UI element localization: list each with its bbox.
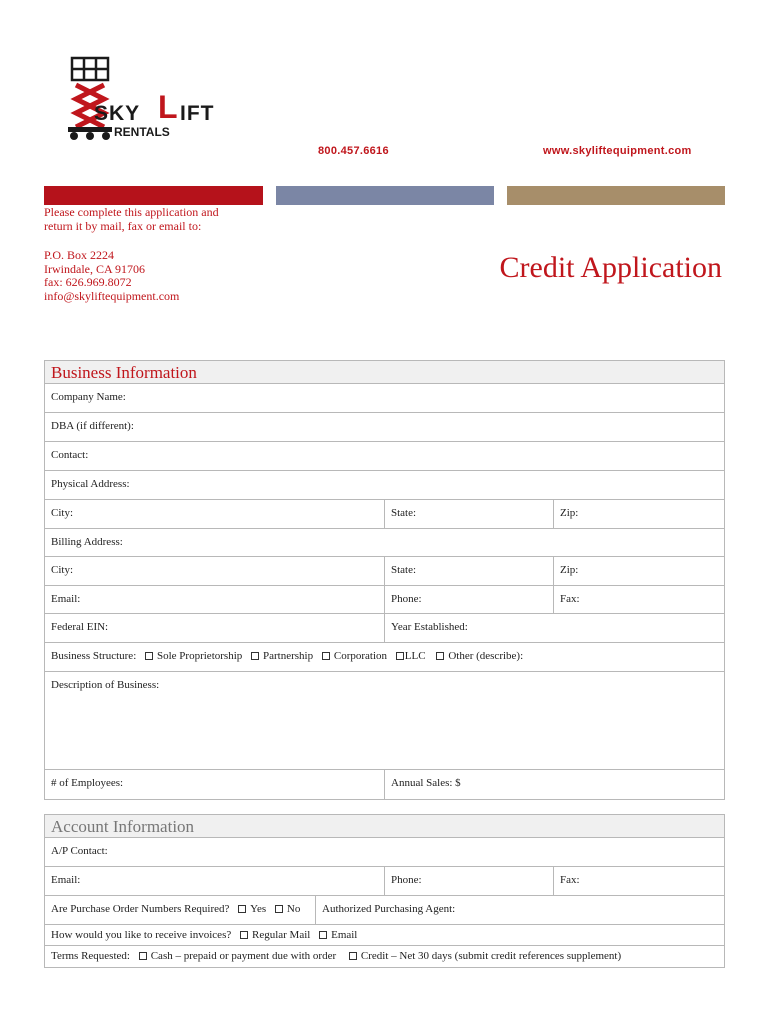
email-label: Email: xyxy=(51,874,81,886)
ap-contact-label: A/P Contact: xyxy=(51,845,108,857)
address-line-1: P.O. Box 2224 xyxy=(44,248,115,262)
account-phone-field[interactable] xyxy=(385,867,554,895)
partnership-checkbox[interactable] xyxy=(251,652,259,660)
zip-label: Zip: xyxy=(560,564,579,576)
corporation-checkbox[interactable] xyxy=(322,652,330,660)
ap-contact-row xyxy=(45,838,724,867)
email-field[interactable] xyxy=(45,586,385,613)
corporation-label: Corporation xyxy=(333,650,388,662)
header-bar-blue xyxy=(276,186,494,205)
terms-row xyxy=(45,946,724,967)
business-information-heading: Business Information xyxy=(45,361,724,384)
terms-cash-label: Cash – prepaid or payment due with order xyxy=(150,950,337,962)
dba-label: DBA (if different): xyxy=(51,420,134,432)
llc-checkbox[interactable] xyxy=(396,652,404,660)
po-question-field xyxy=(45,896,316,924)
contact-row xyxy=(45,442,724,471)
state-label: State: xyxy=(391,507,417,519)
regular-mail-checkbox[interactable] xyxy=(240,931,248,939)
city-label: City: xyxy=(51,564,74,576)
sole-proprietorship-checkbox[interactable] xyxy=(145,652,153,660)
federal-ein-field[interactable] xyxy=(45,614,385,642)
po-yes-checkbox[interactable] xyxy=(238,905,246,913)
logo-sky-text: SKY xyxy=(94,102,141,125)
email-label: Email: xyxy=(51,593,81,605)
po-question-label: Are Purchase Order Numbers Required? xyxy=(51,903,230,915)
business-structure-field xyxy=(45,643,724,671)
business-information-section xyxy=(44,360,725,800)
purchasing-agent-label: Authorized Purchasing Agent: xyxy=(322,903,456,915)
employees-row xyxy=(45,770,724,799)
invoice-email-label: Email xyxy=(331,929,358,941)
city-label: City: xyxy=(51,507,74,519)
page-title: Credit Application xyxy=(499,251,722,284)
description-label: Description of Business: xyxy=(51,679,160,691)
employees-field[interactable] xyxy=(45,770,385,799)
header-bar-red xyxy=(44,186,263,205)
state-label: State: xyxy=(391,564,417,576)
header-bar-tan xyxy=(507,186,725,205)
physical-city-row xyxy=(45,500,724,529)
header-phone: 800.457.6616 xyxy=(318,145,389,157)
other-checkbox[interactable] xyxy=(436,652,444,660)
skylift-logo xyxy=(62,55,242,145)
purchasing-agent-field[interactable] xyxy=(316,896,724,924)
dba-row xyxy=(45,413,724,442)
account-email-field[interactable] xyxy=(45,867,385,895)
invoice-question-label: How would you like to receive invoices? xyxy=(51,929,232,941)
physical-address-row xyxy=(45,471,724,500)
phone-label: Phone: xyxy=(391,874,422,886)
account-email-row xyxy=(45,867,724,896)
company-name-label: Company Name: xyxy=(51,391,126,403)
year-established-label: Year Established: xyxy=(391,621,468,633)
description-field[interactable] xyxy=(45,672,724,769)
phone-field[interactable] xyxy=(385,586,554,613)
invoice-row xyxy=(45,925,724,946)
instructions-line-1: Please complete this application and xyxy=(44,205,219,219)
physical-address-field[interactable] xyxy=(45,471,724,499)
po-no-label: No xyxy=(286,903,301,915)
contact-fax: fax: 626.969.8072 xyxy=(44,275,132,289)
po-yes-label: Yes xyxy=(250,903,267,915)
ein-row xyxy=(45,614,724,643)
regular-mail-label: Regular Mail xyxy=(251,929,311,941)
physical-address-label: Physical Address: xyxy=(51,478,130,490)
contact-label: Contact: xyxy=(51,449,89,461)
account-information-heading: Account Information xyxy=(45,815,724,838)
description-row xyxy=(45,672,724,770)
billing-address-field[interactable] xyxy=(45,529,724,556)
business-structure-label: Business Structure: xyxy=(51,650,137,662)
phone-label: Phone: xyxy=(391,593,422,605)
header-website[interactable]: www.skyliftequipment.com xyxy=(543,145,692,157)
billing-city-field[interactable] xyxy=(45,557,385,585)
contact-block xyxy=(44,206,219,303)
address-line-2: Irwindale, CA 91706 xyxy=(44,261,145,276)
company-name-field[interactable] xyxy=(45,384,724,412)
invoice-method-field xyxy=(45,925,724,945)
terms-field xyxy=(45,946,724,967)
year-established-field[interactable] xyxy=(385,614,724,642)
po-row xyxy=(45,896,724,925)
contact-field[interactable] xyxy=(45,442,724,470)
federal-ein-label: Federal EIN: xyxy=(51,621,109,633)
zip-label: Zip: xyxy=(560,507,579,519)
billing-city-row xyxy=(45,557,724,586)
contact-email[interactable]: info@skyliftequipment.com xyxy=(44,288,180,303)
terms-label: Terms Requested: xyxy=(51,950,130,962)
sole-proprietorship-label: Sole Proprietorship xyxy=(157,650,243,662)
account-fax-field[interactable] xyxy=(554,867,724,895)
fax-label: Fax: xyxy=(560,593,580,605)
billing-zip-field[interactable] xyxy=(554,557,724,585)
business-structure-row xyxy=(45,643,724,672)
billing-state-field[interactable] xyxy=(385,557,554,585)
terms-cash-checkbox[interactable] xyxy=(139,952,147,960)
logo-rentals-text: RENTALS xyxy=(114,125,170,139)
email-phone-row xyxy=(45,586,724,614)
account-information-section xyxy=(44,814,725,968)
dba-field[interactable] xyxy=(45,413,724,441)
physical-city-field[interactable] xyxy=(45,500,385,528)
billing-address-row xyxy=(45,529,724,557)
logo-lift-l: L xyxy=(158,89,178,125)
physical-zip-field[interactable] xyxy=(554,500,724,528)
annual-sales-label: Annual Sales: $ xyxy=(391,777,461,789)
employees-label: # of Employees: xyxy=(51,777,124,789)
invoice-email-checkbox[interactable] xyxy=(319,931,327,939)
po-no-checkbox[interactable] xyxy=(275,905,283,913)
partnership-label: Partnership xyxy=(263,650,314,662)
physical-state-field[interactable] xyxy=(385,500,554,528)
other-label: Other (describe): xyxy=(448,650,524,662)
annual-sales-field[interactable] xyxy=(385,770,724,799)
fax-label: Fax: xyxy=(560,874,580,886)
instructions-line-2: return it by mail, fax or email to: xyxy=(44,218,202,233)
terms-credit-label: Credit – Net 30 days (submit credit references supplement) xyxy=(360,950,622,962)
terms-credit-checkbox[interactable] xyxy=(349,952,357,960)
billing-address-label: Billing Address: xyxy=(51,536,123,548)
llc-label: LLC xyxy=(404,650,426,662)
logo-ift-text: IFT xyxy=(180,102,215,125)
company-name-row xyxy=(45,384,724,413)
fax-field[interactable] xyxy=(554,586,724,613)
ap-contact-field[interactable] xyxy=(45,838,724,866)
